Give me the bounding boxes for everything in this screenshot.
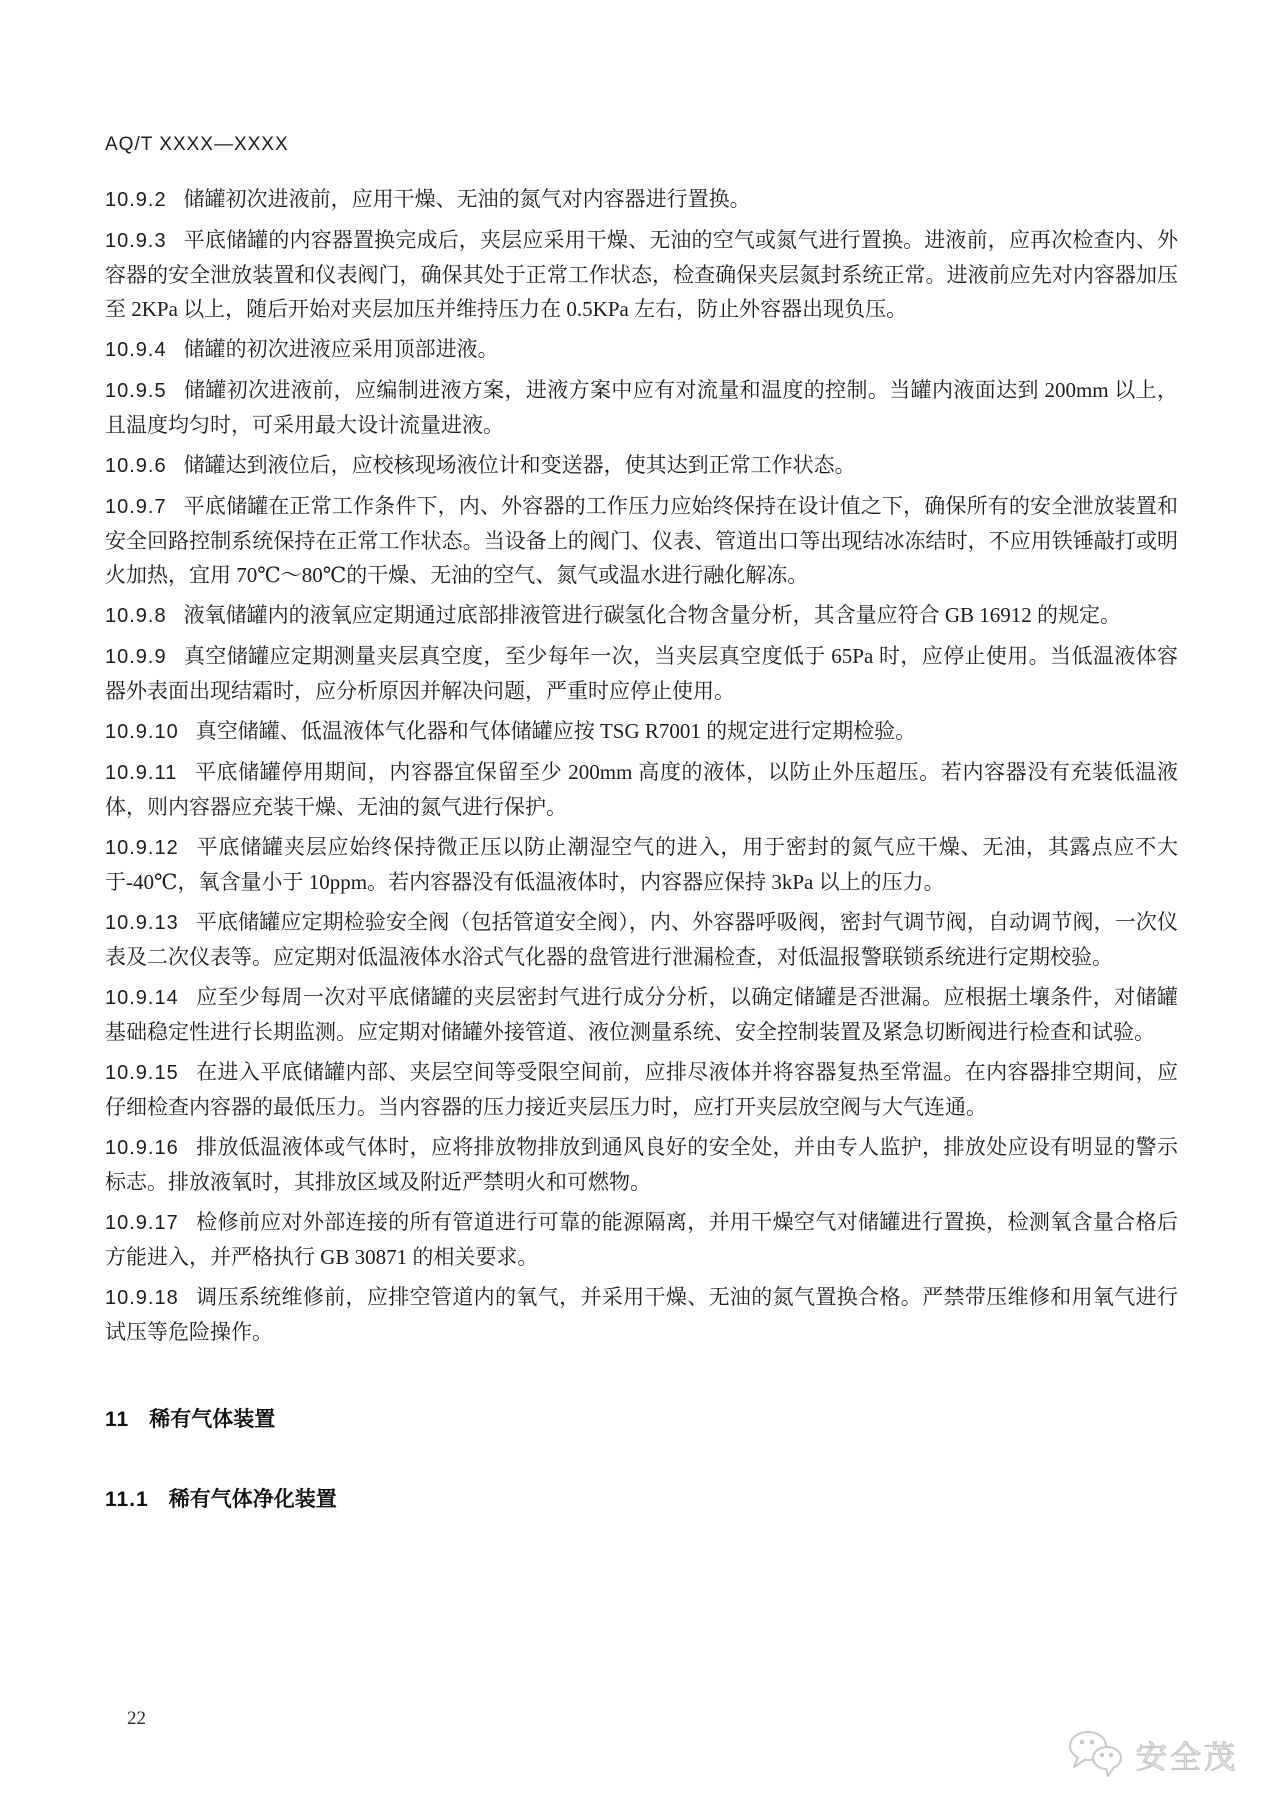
clause-text: 储罐初次进液前，应用干燥、无油的氮气对内容器进行置换。 bbox=[183, 187, 751, 211]
clause-text: 平底储罐停用期间，内容器宜保留至少 200mm 高度的液体，以防止外压超压。若内容器没有充装低温液体，则内容器应充装干燥、无油的氮气进行保护。 bbox=[105, 760, 1178, 819]
clause-text: 储罐的初次进液应采用顶部进液。 bbox=[183, 337, 499, 361]
clause-number: 10.9.17 bbox=[105, 1212, 179, 1234]
clause-text: 平底储罐的内容器置换完成后，夹层应采用干燥、无油的空气或氮气进行置换。进液前，应再次检查内、外容器的安全泄放装置和仪表阀门，确保其处于正常工作状态，检查确保夹层氮封系统正常。进液前应先对内容器加压至 2KPa 以上，随后开始对夹层加压并维持压力在 0.5KPa 左右，防止外容器出现负压。 bbox=[105, 228, 1178, 321]
clause-text: 排放低温液体或气体时，应将排放物排放到通风良好的安全处，并由专人监护，排放处应设有明显的警示标志。排放液氧时，其排放区域及附近严禁明火和可燃物。 bbox=[105, 1135, 1178, 1194]
clause-text: 储罐达到液位后，应校核现场液位计和变送器，使其达到正常工作状态。 bbox=[183, 453, 856, 477]
clause-text: 储罐初次进液前，应编制进液方案，进液方案中应有对流量和温度的控制。当罐内液面达到 200mm 以上，且温度均匀时，可采用最大设计流量进液。 bbox=[105, 378, 1178, 437]
clause-paragraph bbox=[105, 448, 1178, 483]
page-number: 22 bbox=[127, 1708, 146, 1729]
clause-number: 10.9.9 bbox=[105, 646, 167, 668]
clause-number: 10.9.11 bbox=[105, 762, 178, 784]
clause-number: 10.9.4 bbox=[105, 339, 167, 361]
clause-paragraph bbox=[105, 182, 1178, 217]
clause-paragraph bbox=[105, 489, 1178, 592]
clause-number: 10.9.15 bbox=[105, 1062, 179, 1084]
clause-number: 10.9.10 bbox=[105, 721, 179, 743]
clause-number: 10.9.3 bbox=[105, 230, 167, 252]
clause-paragraph bbox=[105, 1205, 1178, 1274]
section-title: 稀有气体净化装置 bbox=[168, 1488, 337, 1511]
clause-list bbox=[105, 176, 1178, 1513]
clause-paragraph bbox=[105, 1055, 1178, 1124]
clause-paragraph bbox=[105, 598, 1178, 633]
clause-paragraph bbox=[105, 830, 1178, 899]
watermark-label: 安全茂 bbox=[1136, 1739, 1238, 1775]
clause-paragraph bbox=[105, 1130, 1178, 1199]
clause-paragraph bbox=[105, 1280, 1178, 1349]
clause-number: 10.9.7 bbox=[105, 496, 167, 518]
clause-paragraph bbox=[105, 755, 1178, 824]
clause-number: 10.9.6 bbox=[105, 455, 167, 477]
watermark bbox=[1066, 1730, 1238, 1778]
clause-number: 10.9.12 bbox=[105, 837, 179, 859]
section-heading-11 bbox=[105, 1403, 1178, 1433]
clause-number: 10.9.8 bbox=[105, 605, 167, 627]
section-title: 稀有气体装置 bbox=[149, 1408, 276, 1431]
clause-number: 10.9.16 bbox=[105, 1137, 179, 1159]
clause-paragraph bbox=[105, 980, 1178, 1049]
clause-paragraph bbox=[105, 332, 1178, 367]
standard-number-header: AQ/T XXXX—XXXX bbox=[105, 134, 289, 155]
clause-text: 平底储罐夹层应始终保持微正压以防止潮湿空气的进入，用于密封的氮气应干燥、无油，其露点应不大于-40℃，氧含量小于 10ppm。若内容器没有低温液体时，内容器应保持 3kPa 以上的压力。 bbox=[105, 835, 1178, 894]
clause-text: 液氧储罐内的液氧应定期通过底部排液管进行碳氢化合物含量分析，其含量应符合 GB 16912 的规定。 bbox=[183, 603, 1122, 627]
clause-text: 真空储罐应定期测量夹层真空度，至少每年一次，当夹层真空度低于 65Pa 时，应停止使用。当低温液体容器外表面出现结霜时，应分析原因并解决问题，严重时应停止使用。 bbox=[105, 644, 1178, 703]
clause-text: 检修前应对外部连接的所有管道进行可靠的能源隔离，并用干燥空气对储罐进行置换，检测氧含量合格后方能进入，并严格执行 GB 30871 的相关要求。 bbox=[105, 1210, 1178, 1269]
clause-text: 调压系统维修前，应排空管道内的氧气，并采用干燥、无油的氮气置换合格。严禁带压维修和用氧气进行试压等危险操作。 bbox=[105, 1285, 1178, 1344]
section-heading-11.1 bbox=[105, 1483, 1178, 1513]
clause-number: 10.9.18 bbox=[105, 1287, 179, 1309]
clause-number: 10.9.13 bbox=[105, 912, 179, 934]
wechat-bubbles-icon bbox=[1066, 1730, 1126, 1778]
clause-paragraph bbox=[105, 905, 1178, 974]
clause-paragraph bbox=[105, 373, 1178, 442]
clause-text: 应至少每周一次对平底储罐的夹层密封气进行成分分析，以确定储罐是否泄漏。应根据土壤条件，对储罐基础稳定性进行长期监测。应定期对储罐外接管道、液位测量系统、安全控制装置及紧急切断阀进行检查和试验。 bbox=[105, 985, 1178, 1044]
clause-text: 真空储罐、低温液体气化器和气体储罐应按 TSG R7001 的规定进行定期检验。 bbox=[195, 719, 917, 743]
clause-number: 10.9.5 bbox=[105, 380, 167, 402]
section-number: 11 bbox=[105, 1408, 130, 1431]
clause-paragraph bbox=[105, 223, 1178, 326]
clause-text: 在进入平底储罐内部、夹层空间等受限空间前，应排尽液体并将容器复热至常温。在内容器排空期间，应仔细检查内容器的最低压力。当内容器的压力接近夹层压力时，应打开夹层放空阀与大气连通。 bbox=[105, 1060, 1178, 1119]
clause-text: 平底储罐应定期检验安全阀（包括管道安全阀），内、外容器呼吸阀，密封气调节阀，自动调节阀，一次仪表及二次仪表等。应定期对低温液体水浴式气化器的盘管进行泄漏检查，对低温报警联锁系统进行定期校验。 bbox=[105, 910, 1178, 969]
clause-paragraph bbox=[105, 639, 1178, 708]
clause-number: 10.9.2 bbox=[105, 189, 167, 211]
clause-number: 10.9.14 bbox=[105, 987, 179, 1009]
section-number: 11.1 bbox=[105, 1488, 149, 1511]
clause-paragraph bbox=[105, 714, 1178, 749]
clause-text: 平底储罐在正常工作条件下，内、外容器的工作压力应始终保持在设计值之下，确保所有的安全泄放装置和安全回路控制系统保持在正常工作状态。当设备上的阀门、仪表、管道出口等出现结冰冻结时，不应用铁锤敲打或明火加热，宜用 70℃～80℃的干燥、无油的空气、氮气或温水进行融化解冻。 bbox=[105, 494, 1178, 587]
